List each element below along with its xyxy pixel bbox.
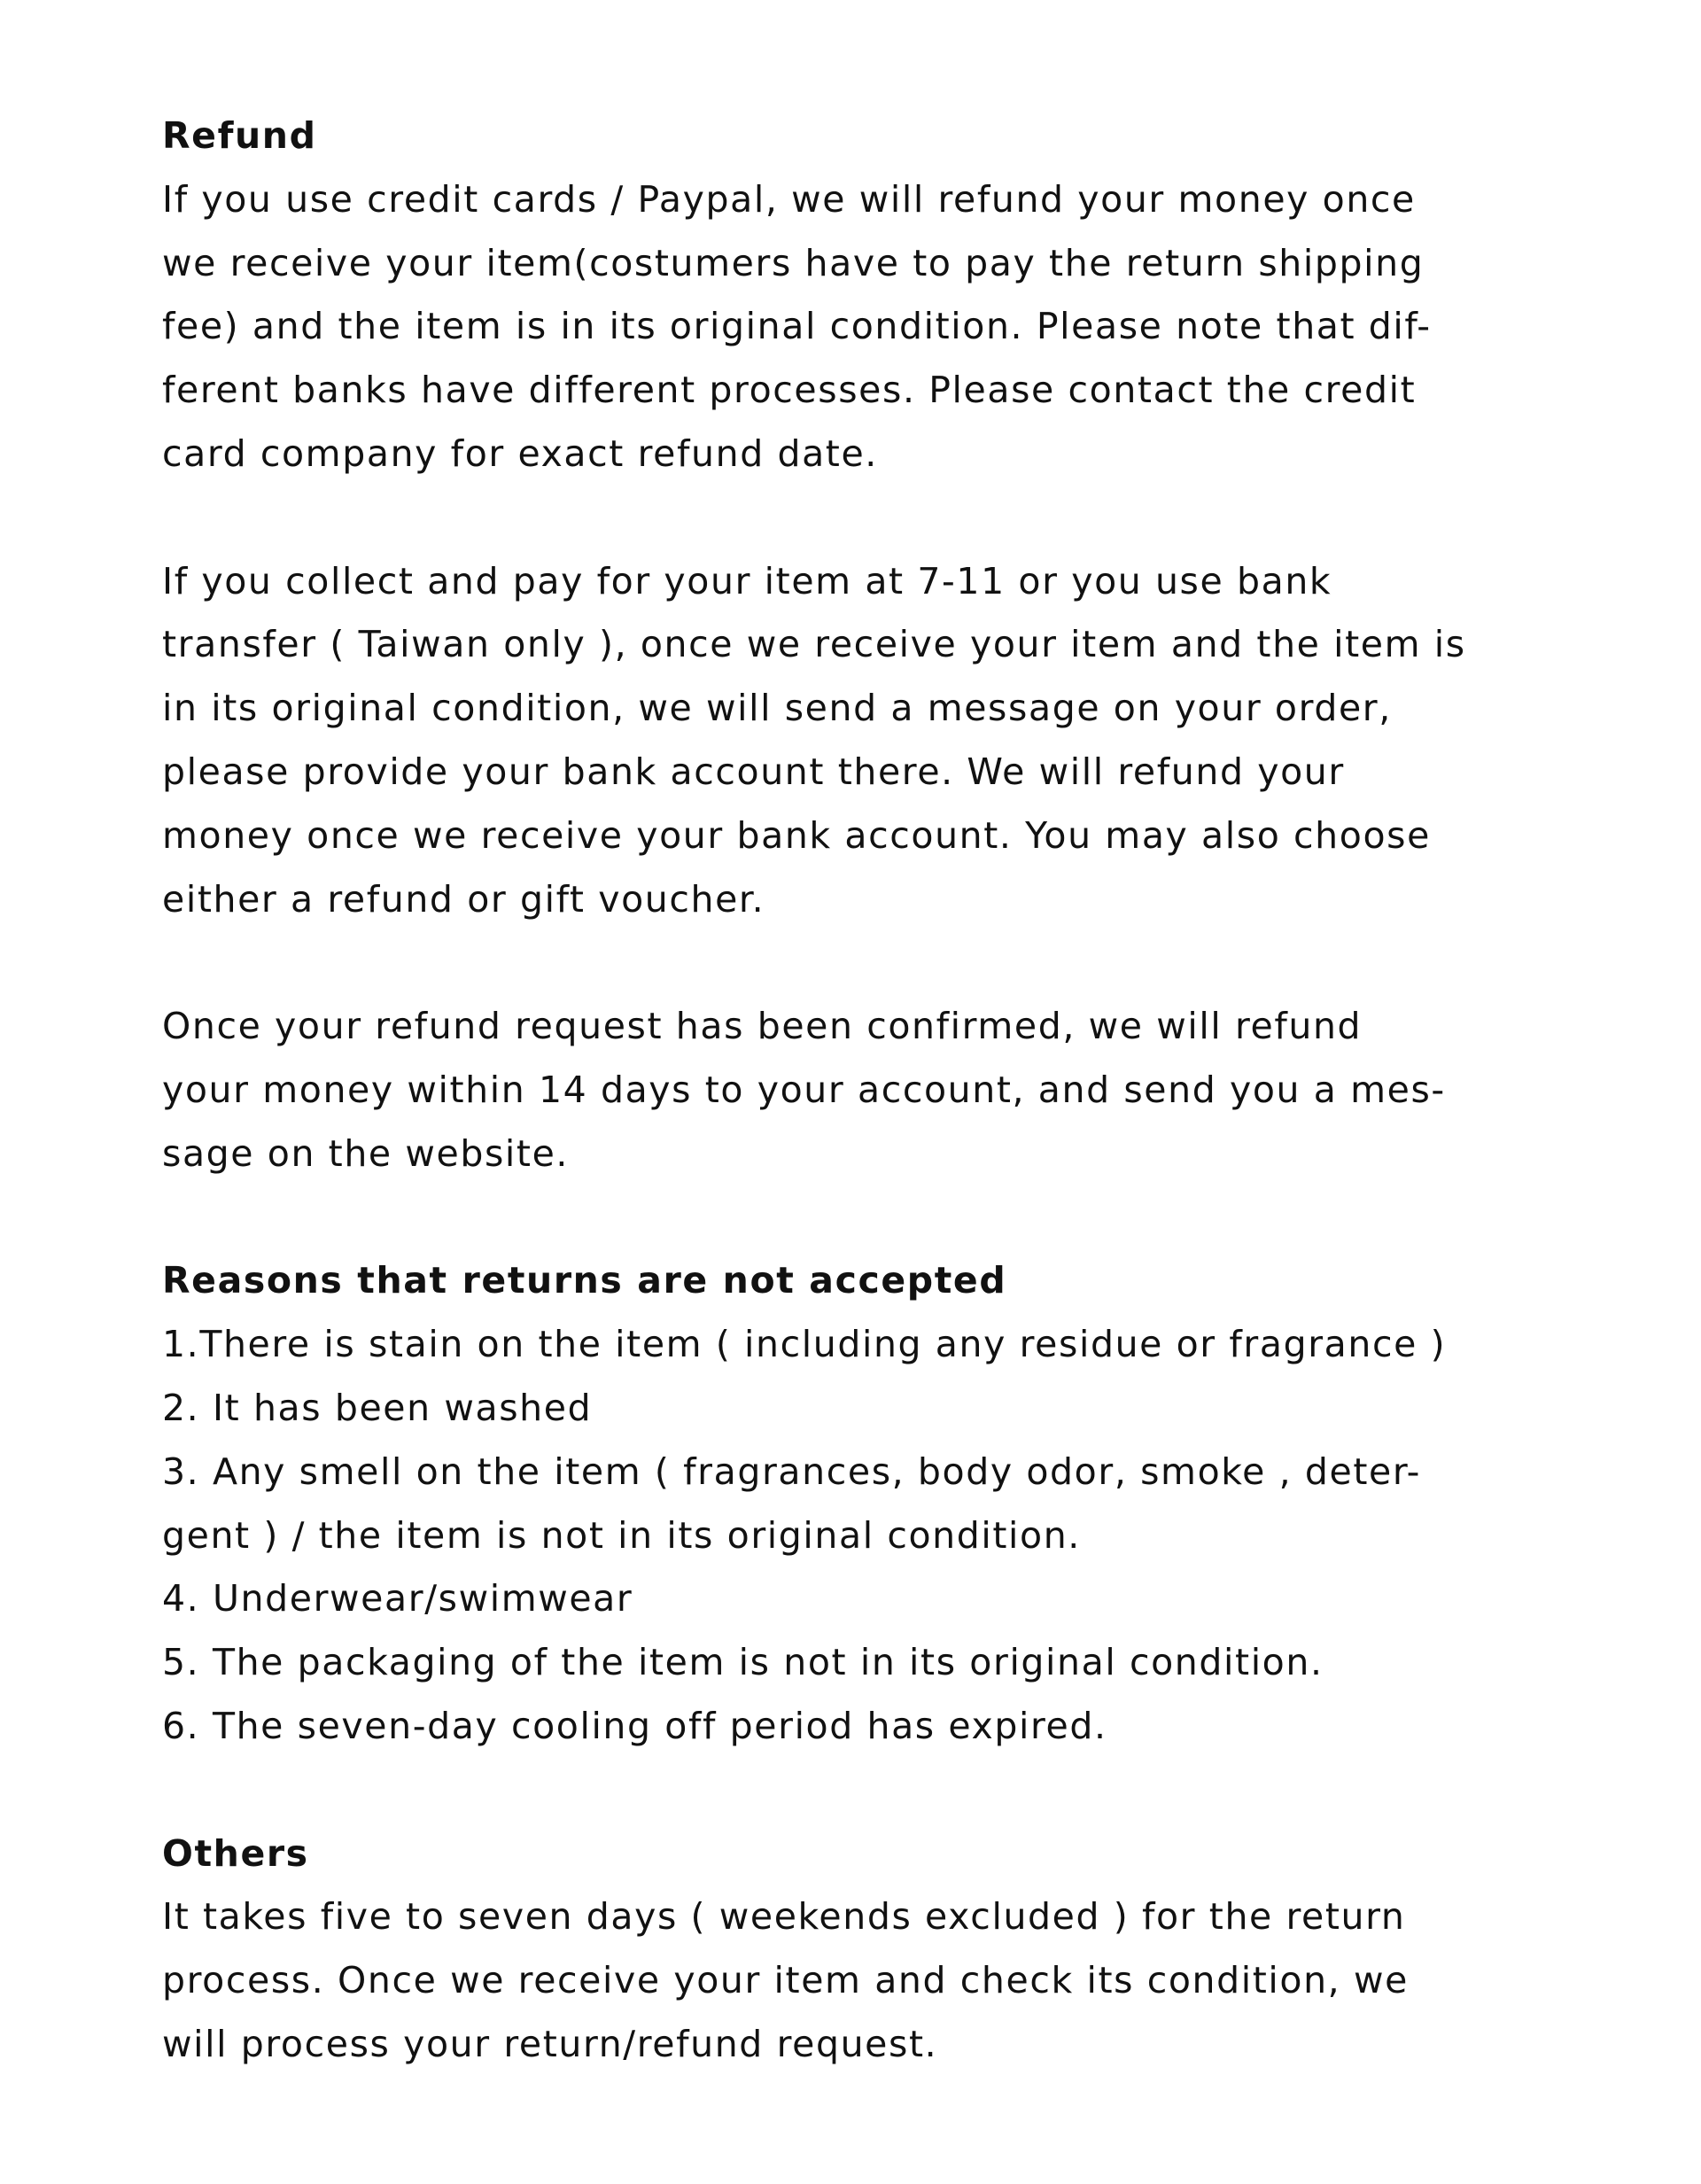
- text-line: It takes five to seven days ( weekends excluded ) for the return: [162, 1895, 1406, 1939]
- text-line: your money within 14 days to your account, and send you a mes-: [162, 1068, 1446, 1111]
- text-line: money once we receive your bank account. You may also choose: [162, 813, 1431, 857]
- text-line: If you collect and pay for your item at 7-11 or you use bank: [162, 559, 1332, 602]
- paragraph-spacer: [162, 931, 1701, 995]
- text-line: ferent banks have different processes. Please contact the credit: [162, 369, 1417, 412]
- text-line: transfer ( Taiwan only ), once we receive your item and the item is: [162, 623, 1466, 666]
- text-line: 5. The packaging of the item is not in its original condition.: [162, 1641, 1324, 1684]
- section-spacer: [162, 1759, 1701, 1823]
- text-line: card company for exact refund date.: [162, 431, 878, 475]
- paragraph-spacer: [162, 486, 1701, 550]
- text-line: If you use credit cards / Paypal, we will refund your money once: [162, 177, 1416, 221]
- text-line: 2. It has been washed: [162, 1386, 593, 1429]
- text-line: please provide your bank account there. We will refund your: [162, 750, 1345, 793]
- text-line: gent ) / the item is not in its original condition.: [162, 1513, 1081, 1557]
- text-line: 4. Underwear/swimwear: [162, 1577, 633, 1621]
- text-line: either a refund or gift voucher.: [162, 877, 765, 921]
- section-spacer: [162, 1186, 1701, 1250]
- text-line: fee) and the item is in its original condition. Please note that dif-: [162, 305, 1432, 348]
- text-line: we receive your item(costumers have to pay the return shipping: [162, 241, 1425, 284]
- section-heading: Refund: [162, 114, 317, 157]
- section-heading: Reasons that returns are not accepted: [162, 1259, 1007, 1302]
- text-line: process. Once we receive your item and check its condition, we: [162, 1959, 1409, 2002]
- section-heading: Others: [162, 1831, 309, 1875]
- text-line: sage on the website.: [162, 1131, 570, 1175]
- text-line: Once your refund request has been confirmed, we will refund: [162, 1005, 1363, 1048]
- text-line: 1.There is stain on the item ( including any residue or fragrance ): [162, 1323, 1447, 1366]
- text-line: 6. The seven-day cooling off period has expired.: [162, 1704, 1107, 1747]
- text-line: in its original condition, we will send a message on your order,: [162, 687, 1392, 730]
- text-line: 3. Any smell on the item ( fragrances, body odor, smoke , deter-: [162, 1450, 1422, 1493]
- text-line: will process your return/refund request.: [162, 2022, 938, 2065]
